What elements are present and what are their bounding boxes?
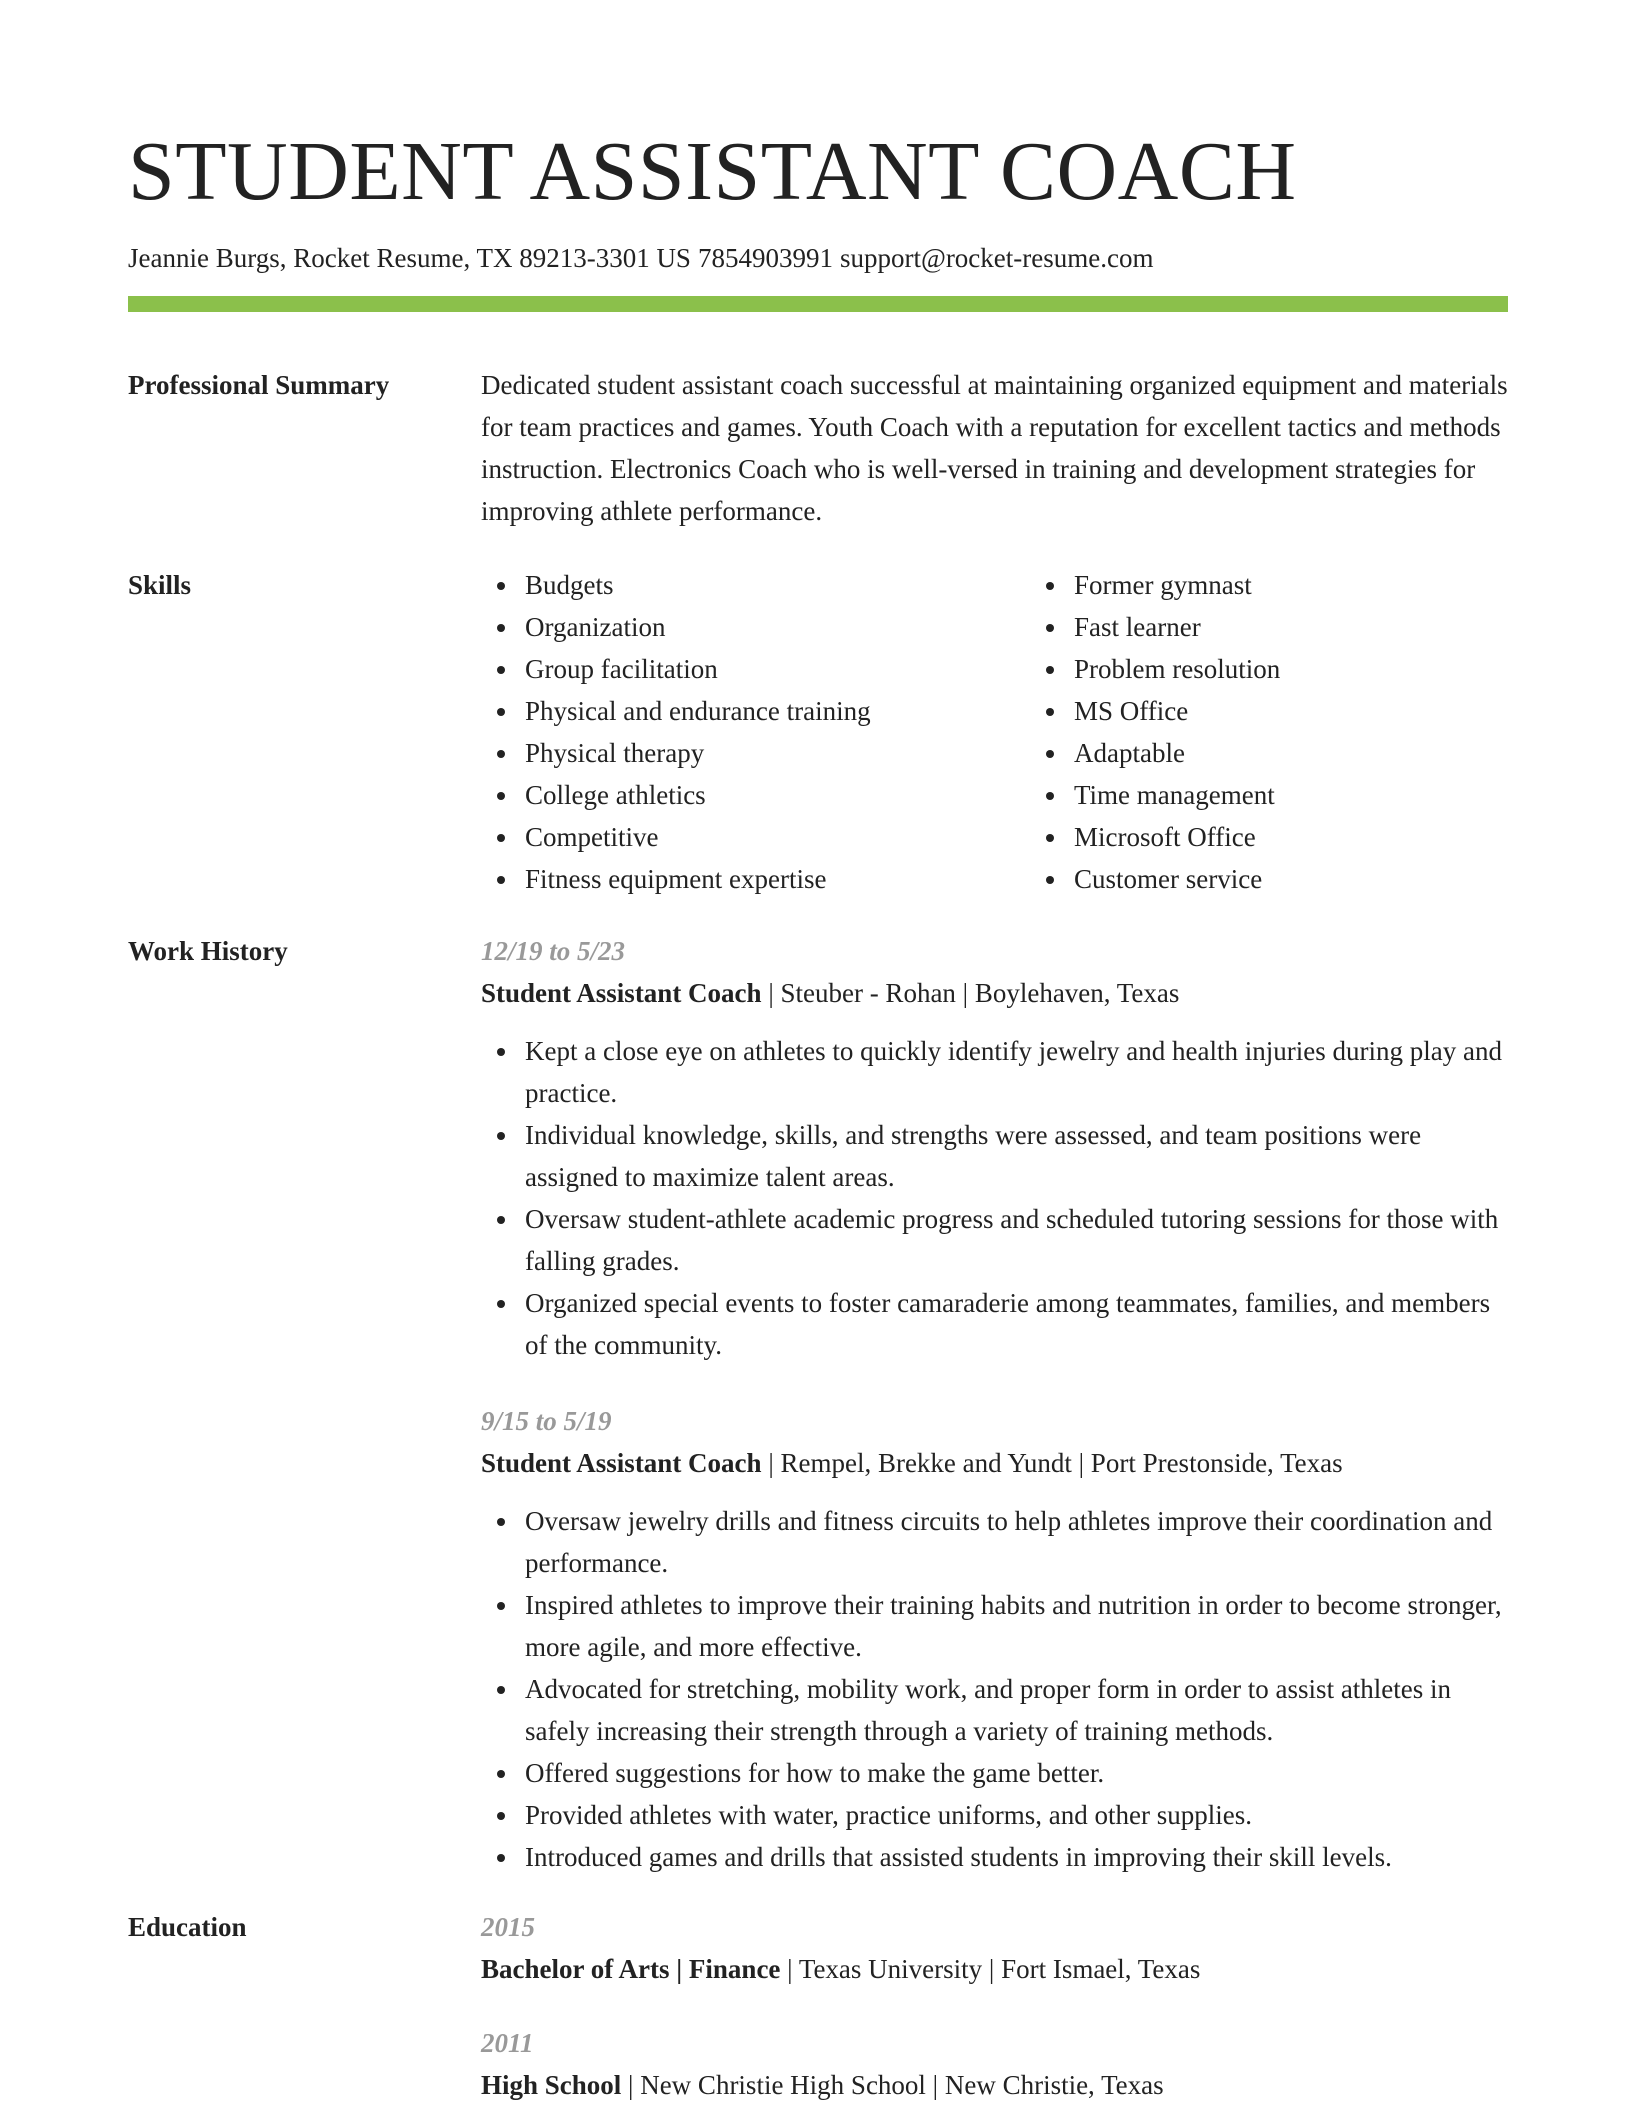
summary-label: Professional Summary [128, 370, 390, 401]
job-bullet: Provided athletes with water, practice uniforms, and other supplies. [525, 1794, 1508, 1836]
education-line [481, 1948, 1508, 1990]
job-bullet: Inspired athletes to improve their training habits and nutrition in order to become stronger, more agile, and more effective. [525, 1584, 1508, 1668]
education-details: | New Christie High School | New Christie, Texas [621, 2070, 1164, 2101]
job-bullet: Offered suggestions for how to make the game better. [525, 1752, 1508, 1794]
education-entry [481, 2022, 1508, 2106]
education-entry [481, 1906, 1508, 1990]
summary-text: Dedicated student assistant coach successful at maintaining organized equipment and materials for team practices and games. Youth Coach with a reputation for excellent tactics and methods instruction. Electronics Coach who is well-versed in training and development strategies for improving athlete performance. [481, 370, 1508, 527]
job-bullet: Oversaw jewelry drills and fitness circuits to help athletes improve their coordination and performance. [525, 1500, 1508, 1584]
skills-section [128, 564, 1508, 900]
job-bullet: Advocated for stretching, mobility work, and proper form in order to assist athletes in safely increasing their strength through a variety of training methods. [525, 1668, 1508, 1752]
skill-item: Problem resolution [1074, 648, 1579, 690]
skills-list-left [481, 564, 1030, 900]
skill-item: Physical and endurance training [525, 690, 1030, 732]
work-history-label: Work History [128, 936, 288, 967]
skill-item: Group facilitation [525, 648, 1030, 690]
job-bullet: Individual knowledge, skills, and strengths were assessed, and team positions were assigned to maximize talent areas. [525, 1114, 1508, 1198]
header-divider [128, 296, 1508, 312]
job-bullet: Oversaw student-athlete academic progress and scheduled tutoring sessions for those with falling grades. [525, 1198, 1508, 1282]
job-details: | Rempel, Brekke and Yundt | Port Prestonside, Texas [761, 1448, 1343, 1479]
job-entry [481, 930, 1508, 1366]
skill-item: Physical therapy [525, 732, 1030, 774]
job-dates: 9/15 to 5/19 [481, 1406, 612, 1437]
education-degree: High School [481, 2070, 622, 2101]
skills-label: Skills [128, 570, 192, 601]
job-title: Student Assistant Coach [481, 978, 762, 1009]
contact-line [128, 242, 1508, 274]
skill-item: Fast learner [1074, 606, 1579, 648]
education-year: 2011 [481, 2028, 534, 2059]
job-dates: 12/19 to 5/23 [481, 936, 626, 967]
job-bullet: Organized special events to foster camaraderie among teammates, families, and members of the community. [525, 1282, 1508, 1366]
resume-title: STUDENT ASSISTANT COACH [128, 125, 1297, 218]
skill-item: College athletics [525, 774, 1030, 816]
summary-section [128, 364, 1508, 532]
skill-item: Microsoft Office [1074, 816, 1579, 858]
job-bullets [481, 1030, 1508, 1366]
skills-columns [481, 564, 1579, 900]
skill-item: Budgets [525, 564, 1030, 606]
contact-name-location: Jeannie Burgs, Rocket Resume, TX 89213-3301 US [128, 243, 691, 273]
job-details: | Steuber - Rohan | Boylehaven, Texas [761, 978, 1180, 1009]
education-body [481, 1906, 1508, 2106]
education-details: | Texas University | Fort Ismael, Texas [780, 1954, 1201, 1985]
job-bullet: Kept a close eye on athletes to quickly identify jewelry and health injuries during play and practice. [525, 1030, 1508, 1114]
skill-item: MS Office [1074, 690, 1579, 732]
skill-item: Competitive [525, 816, 1030, 858]
skills-list-right [1030, 564, 1579, 900]
education-label: Education [128, 1912, 247, 1943]
skill-item: Former gymnast [1074, 564, 1579, 606]
job-bullet: Introduced games and drills that assisted students in improving their skill levels. [525, 1836, 1508, 1878]
work-history-body [481, 930, 1508, 1878]
contact-email: support@rocket-resume.com [839, 243, 1154, 273]
job-entry [481, 1400, 1508, 1878]
education-section [128, 1906, 1508, 2106]
skill-item: Fitness equipment expertise [525, 858, 1030, 900]
contact-phone: 7854903991 [697, 243, 833, 273]
education-degree: Bachelor of Arts | Finance [481, 1954, 781, 1985]
skill-item: Customer service [1074, 858, 1579, 900]
job-bullets [481, 1500, 1508, 1878]
work-history-section [128, 930, 1508, 1878]
job-role-line [481, 1442, 1508, 1484]
skill-item: Organization [525, 606, 1030, 648]
job-role-line [481, 972, 1508, 1014]
skill-item: Time management [1074, 774, 1579, 816]
skill-item: Adaptable [1074, 732, 1579, 774]
education-year: 2015 [481, 1912, 535, 1943]
education-line [481, 2064, 1508, 2106]
resume-page [128, 118, 1508, 2106]
job-title: Student Assistant Coach [481, 1448, 762, 1479]
